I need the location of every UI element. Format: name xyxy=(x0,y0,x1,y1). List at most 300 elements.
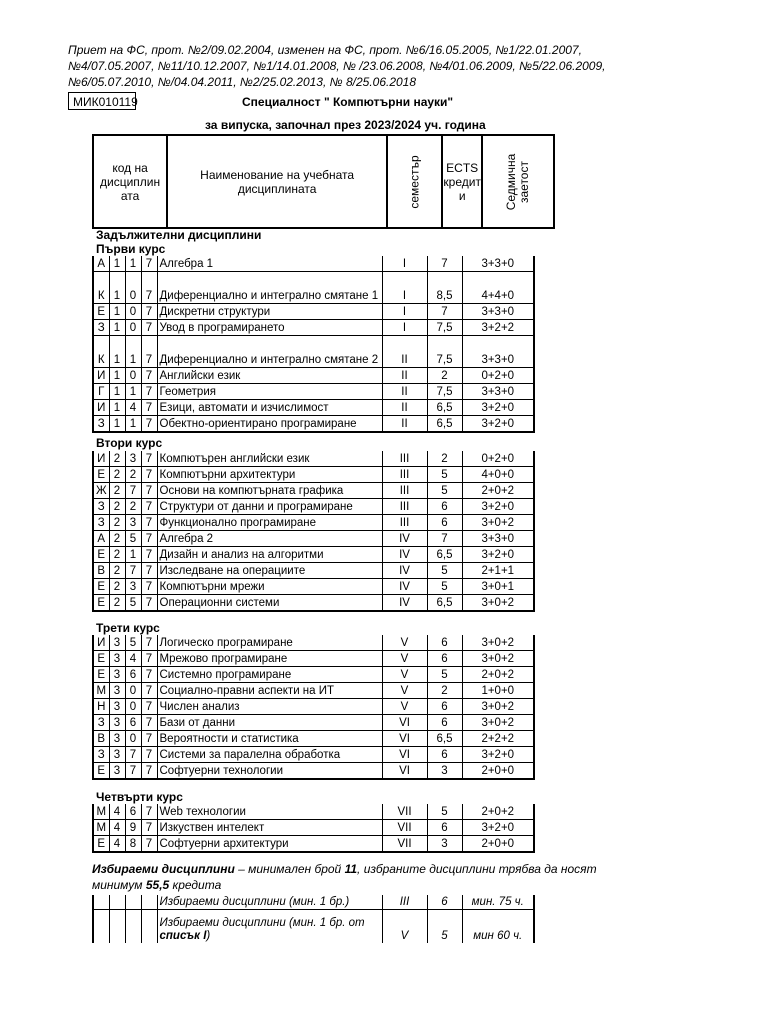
code-char: 2 xyxy=(125,467,141,483)
semester-cell: VI xyxy=(382,715,427,731)
semester-cell: III xyxy=(382,483,427,499)
code-char: Е xyxy=(93,836,109,853)
weekly-cell: 3+3+0 xyxy=(462,384,534,400)
code-char xyxy=(141,910,157,944)
code-char: 7 xyxy=(141,579,157,595)
code-char: 7 xyxy=(141,547,157,563)
code-char: 7 xyxy=(141,715,157,731)
code-char: 6 xyxy=(125,715,141,731)
header-weekly-label: Седмична заетост xyxy=(503,153,531,210)
semester-cell: V xyxy=(382,683,427,699)
table-row xyxy=(93,763,534,780)
weekly-cell: мин. 75 ч. xyxy=(462,895,534,910)
code-char: 2 xyxy=(109,483,125,499)
code-char: Е xyxy=(93,651,109,667)
ects-cell: 5 xyxy=(427,667,462,683)
course-name: Логическо програмиране xyxy=(157,635,382,651)
weekly-cell: 2+0+2 xyxy=(462,483,534,499)
semester-cell: VI xyxy=(382,731,427,747)
semester-cell: IV xyxy=(382,595,427,612)
elective-note-text-2: , избраните дисциплини трябва да носят минимум xyxy=(92,862,597,892)
elective-note-bold-3: 55,5 xyxy=(145,878,170,892)
year4-title: Четвърти курс xyxy=(96,790,183,804)
semester-cell: III xyxy=(382,467,427,483)
code-char: И xyxy=(93,368,109,384)
code-char: 7 xyxy=(141,483,157,499)
code-char: 3 xyxy=(109,635,125,651)
code-char: 2 xyxy=(109,451,125,467)
code-char: 7 xyxy=(141,467,157,483)
code-char: 7 xyxy=(141,836,157,853)
weekly-cell: 3+0+2 xyxy=(462,635,534,651)
code-char: 2 xyxy=(109,515,125,531)
table-row xyxy=(93,368,534,384)
code-char: 1 xyxy=(125,416,141,433)
code-char: Н xyxy=(93,699,109,715)
table-row xyxy=(93,635,534,651)
course-name: Изследване на операциите xyxy=(157,563,382,579)
course-name: Езици, автомати и изчислимост xyxy=(157,400,382,416)
year3-table xyxy=(92,635,535,780)
code-char: 7 xyxy=(141,763,157,780)
year1-table xyxy=(92,256,535,433)
code-char: З xyxy=(93,515,109,531)
semester-cell: I xyxy=(382,320,427,336)
year2-title: Втори курс xyxy=(96,436,163,450)
table-row xyxy=(93,256,534,272)
code-char: 0 xyxy=(125,368,141,384)
code-char: 7 xyxy=(141,531,157,547)
code-char: 1 xyxy=(125,384,141,400)
table-row xyxy=(93,731,534,747)
code-char: 7 xyxy=(125,563,141,579)
code-char: 1 xyxy=(109,336,125,368)
weekly-cell: 3+2+0 xyxy=(462,547,534,563)
course-name: Диференциално и интегрално смятане 1 xyxy=(157,272,382,304)
code-char: 7 xyxy=(141,699,157,715)
code-char: 6 xyxy=(125,804,141,820)
code-char xyxy=(109,910,125,944)
code-char: 7 xyxy=(141,451,157,467)
code-char: 1 xyxy=(109,416,125,433)
code-char: 4 xyxy=(109,836,125,853)
weekly-cell: 3+0+1 xyxy=(462,579,534,595)
code-char: 3 xyxy=(109,699,125,715)
table-row xyxy=(93,895,534,910)
weekly-cell: 3+0+2 xyxy=(462,515,534,531)
code-char: К xyxy=(93,272,109,304)
course-name: Основи на компютърната графика xyxy=(157,483,382,499)
code-char: 3 xyxy=(109,747,125,763)
code-char: 7 xyxy=(141,256,157,272)
code-char: В xyxy=(93,563,109,579)
weekly-cell: 3+0+2 xyxy=(462,595,534,612)
table-row xyxy=(93,836,534,853)
code-char: М xyxy=(93,683,109,699)
header-semester-label: семестър xyxy=(407,154,422,209)
elective-note-bold-1: Избираеми дисциплини xyxy=(92,862,235,876)
ects-cell: 6 xyxy=(427,699,462,715)
code-char: 1 xyxy=(125,256,141,272)
code-char: 7 xyxy=(141,820,157,836)
code-char: В xyxy=(93,731,109,747)
code-char: 7 xyxy=(141,400,157,416)
code-char: 0 xyxy=(125,699,141,715)
semester-cell: I xyxy=(382,256,427,272)
weekly-cell: 3+2+2 xyxy=(462,320,534,336)
table-row xyxy=(93,579,534,595)
semester-cell: IV xyxy=(382,563,427,579)
ects-cell: 6 xyxy=(427,715,462,731)
code-char: 7 xyxy=(141,320,157,336)
code-char xyxy=(125,910,141,944)
table-row xyxy=(93,651,534,667)
ects-cell: 7 xyxy=(427,256,462,272)
code-char: 7 xyxy=(141,384,157,400)
elective-note-bold-2: 11 xyxy=(344,862,358,876)
code-char: К xyxy=(93,336,109,368)
weekly-cell: 3+2+0 xyxy=(462,499,534,515)
code-char: З xyxy=(93,320,109,336)
course-name: Системи за паралелна обработка xyxy=(157,747,382,763)
code-char: 1 xyxy=(109,272,125,304)
ects-cell: 6 xyxy=(427,651,462,667)
weekly-cell: 3+2+0 xyxy=(462,416,534,433)
code-char: 2 xyxy=(109,595,125,612)
course-name: Обектно-ориентирано програмиране xyxy=(157,416,382,433)
year3-title: Трети курс xyxy=(96,621,160,635)
ects-cell: 6 xyxy=(427,747,462,763)
ects-cell: 6 xyxy=(427,515,462,531)
code-char: А xyxy=(93,531,109,547)
elective-name-text: Избираеми дисциплини (мин. 1 бр.) xyxy=(159,896,350,908)
course-name: Структури от данни и програмиране xyxy=(157,499,382,515)
semester-cell: III xyxy=(382,451,427,467)
weekly-cell: 2+1+1 xyxy=(462,563,534,579)
code-char: 2 xyxy=(109,547,125,563)
semester-cell: II xyxy=(382,368,427,384)
ects-cell: 5 xyxy=(427,467,462,483)
code-char: 1 xyxy=(109,256,125,272)
code-char: З xyxy=(93,416,109,433)
code-char: 7 xyxy=(141,336,157,368)
code-char: 1 xyxy=(125,336,141,368)
table-row xyxy=(93,483,534,499)
ects-cell: 6 xyxy=(427,820,462,836)
code-char: 2 xyxy=(125,499,141,515)
code-char: 0 xyxy=(125,683,141,699)
code-char: 7 xyxy=(125,747,141,763)
year4-table xyxy=(92,804,535,853)
ects-cell: 7,5 xyxy=(427,320,462,336)
code-char: З xyxy=(93,499,109,515)
course-name: Геометрия xyxy=(157,384,382,400)
code-char: 1 xyxy=(109,304,125,320)
semester-cell: V xyxy=(382,635,427,651)
elective-name-tail: ) xyxy=(206,930,211,942)
table-row xyxy=(93,910,534,944)
weekly-cell: 3+3+0 xyxy=(462,256,534,272)
code-char: М xyxy=(93,820,109,836)
code-char: 7 xyxy=(141,416,157,433)
code-char: 3 xyxy=(109,651,125,667)
elective-list-name: списък I xyxy=(159,930,207,942)
code-char: Е xyxy=(93,547,109,563)
semester-cell: V xyxy=(382,651,427,667)
table-row xyxy=(93,667,534,683)
code-char: Е xyxy=(93,763,109,780)
specialty-title: Специалност " Компютърни науки" xyxy=(242,95,454,109)
code-char: 7 xyxy=(141,804,157,820)
semester-cell: II xyxy=(382,416,427,433)
code-char: 7 xyxy=(141,304,157,320)
weekly-cell: мин 60 ч. xyxy=(462,910,534,944)
code-char: 7 xyxy=(141,563,157,579)
code-char: М xyxy=(93,804,109,820)
header-code: код на дисциплин ата xyxy=(93,135,167,228)
weekly-cell: 3+3+0 xyxy=(462,336,534,368)
table-row xyxy=(93,336,534,368)
code-char: 7 xyxy=(141,731,157,747)
code-char: 5 xyxy=(125,635,141,651)
ects-cell: 3 xyxy=(427,836,462,853)
course-name: Алгебра 1 xyxy=(157,256,382,272)
course-name: Дизайн и анализ на алгоритми xyxy=(157,547,382,563)
weekly-cell: 2+2+2 xyxy=(462,731,534,747)
mandatory-title: Задължителни дисциплини xyxy=(96,228,262,242)
ects-cell: 5 xyxy=(427,579,462,595)
ects-cell: 8,5 xyxy=(427,272,462,304)
ects-cell: 7,5 xyxy=(427,336,462,368)
code-char: И xyxy=(93,451,109,467)
course-name: Бази от данни xyxy=(157,715,382,731)
ects-cell: 7,5 xyxy=(427,384,462,400)
course-name: Английски език xyxy=(157,368,382,384)
ects-cell: 5 xyxy=(427,483,462,499)
code-char: 3 xyxy=(125,451,141,467)
table-row xyxy=(93,747,534,763)
table-row xyxy=(93,384,534,400)
weekly-cell: 3+3+0 xyxy=(462,304,534,320)
code-char xyxy=(109,895,125,910)
code-char: 2 xyxy=(109,467,125,483)
semester-cell: IV xyxy=(382,531,427,547)
weekly-cell: 1+0+0 xyxy=(462,683,534,699)
table-row xyxy=(93,320,534,336)
weekly-cell: 2+0+0 xyxy=(462,763,534,780)
semester-cell: VII xyxy=(382,836,427,853)
code-char: И xyxy=(93,635,109,651)
code-char: 6 xyxy=(125,667,141,683)
ects-cell: 2 xyxy=(427,451,462,467)
code-char: 0 xyxy=(125,304,141,320)
course-name: Мрежово програмиране xyxy=(157,651,382,667)
code-char: 7 xyxy=(125,763,141,780)
weekly-cell: 0+2+0 xyxy=(462,451,534,467)
weekly-cell: 2+0+2 xyxy=(462,667,534,683)
code-char: Г xyxy=(93,384,109,400)
weekly-cell: 2+0+2 xyxy=(462,804,534,820)
table-row xyxy=(93,499,534,515)
ects-cell: 2 xyxy=(427,683,462,699)
table-row xyxy=(93,804,534,820)
ects-cell: 7 xyxy=(427,304,462,320)
course-name: Диференциално и интегрално смятане 2 xyxy=(157,336,382,368)
code-char: 0 xyxy=(125,731,141,747)
code-char: 7 xyxy=(141,368,157,384)
table-row xyxy=(93,683,534,699)
header-semester xyxy=(387,135,442,228)
code-char xyxy=(141,895,157,910)
table-row xyxy=(93,820,534,836)
year2-table xyxy=(92,451,535,612)
weekly-cell: 3+0+2 xyxy=(462,651,534,667)
semester-cell: I xyxy=(382,272,427,304)
code-char: 3 xyxy=(109,731,125,747)
code-char: Е xyxy=(93,304,109,320)
elective-name-text: Избираеми дисциплини (мин. 1 бр. от xyxy=(159,917,365,929)
approval-note: Приет на ФС, прот. №2/09.02.2004, изменен на ФС, прот. №6/16.05.2005, №1/22.01.2007, №4/07.05.2007, №11/10.12.2007, №1/14.01.2008, № /23.06.2008, №4/01.06.2009, №5/22.06.2009, №6/05.07.2010, №/04.04.2011, №2/25.02.2013, № 8/25.06.2018 xyxy=(68,43,606,89)
course-name: Компютърни архитектури xyxy=(157,467,382,483)
table-row xyxy=(93,451,534,467)
code-char: 4 xyxy=(125,400,141,416)
table-row xyxy=(93,416,534,433)
table-row xyxy=(93,563,534,579)
semester-cell: I xyxy=(382,304,427,320)
ects-cell: 2 xyxy=(427,368,462,384)
ects-cell: 7 xyxy=(427,531,462,547)
course-name: Софтуерни технологии xyxy=(157,763,382,780)
ects-cell: 5 xyxy=(427,804,462,820)
semester-cell: V xyxy=(382,667,427,683)
code-char: 1 xyxy=(109,368,125,384)
cohort-subtitle: за випуска, започнал през 2023/2024 уч. година xyxy=(205,118,486,132)
document-code: МИК010119 xyxy=(68,92,136,110)
code-char: Е xyxy=(93,667,109,683)
course-name: Компютърен английски език xyxy=(157,451,382,467)
table-row xyxy=(93,467,534,483)
course-name: Софтуерни архитектури xyxy=(157,836,382,853)
code-char: 3 xyxy=(125,579,141,595)
table-row xyxy=(93,699,534,715)
code-char: Е xyxy=(93,595,109,612)
semester-cell: VII xyxy=(382,820,427,836)
code-char: 7 xyxy=(141,747,157,763)
code-char: З xyxy=(93,715,109,731)
semester-cell: VII xyxy=(382,804,427,820)
semester-cell: II xyxy=(382,336,427,368)
weekly-cell: 2+0+0 xyxy=(462,836,534,853)
ects-cell: 6,5 xyxy=(427,731,462,747)
course-name: Функционално програмиране xyxy=(157,515,382,531)
code-char: 4 xyxy=(109,820,125,836)
ects-cell: 6,5 xyxy=(427,547,462,563)
code-char: 2 xyxy=(109,499,125,515)
semester-cell: VI xyxy=(382,763,427,780)
code-char: 2 xyxy=(109,579,125,595)
elective-name xyxy=(157,895,382,910)
code-char: 7 xyxy=(141,651,157,667)
code-char: И xyxy=(93,400,109,416)
code-char: 7 xyxy=(141,683,157,699)
code-char: З xyxy=(93,747,109,763)
code-char: 7 xyxy=(141,272,157,304)
elective-note-text-3: кредита xyxy=(169,878,222,892)
table-row xyxy=(93,272,534,304)
column-header-table xyxy=(92,134,555,229)
code-char: Е xyxy=(93,467,109,483)
code-char: 2 xyxy=(109,531,125,547)
elective-note xyxy=(92,861,632,893)
code-char: 7 xyxy=(141,595,157,612)
weekly-cell: 4+4+0 xyxy=(462,272,534,304)
code-char xyxy=(93,895,109,910)
ects-cell: 5 xyxy=(427,910,462,944)
code-char: 7 xyxy=(141,499,157,515)
code-char: 4 xyxy=(125,651,141,667)
semester-cell: II xyxy=(382,384,427,400)
header-name: Наименование на учебната дисциплината xyxy=(167,135,387,228)
code-char: 2 xyxy=(109,563,125,579)
table-row xyxy=(93,531,534,547)
ects-cell: 6 xyxy=(427,499,462,515)
weekly-cell: 3+2+0 xyxy=(462,400,534,416)
course-name: Изкуствен интелект xyxy=(157,820,382,836)
weekly-cell: 3+2+0 xyxy=(462,820,534,836)
semester-cell: V xyxy=(382,699,427,715)
ects-cell: 6 xyxy=(427,895,462,910)
code-char: 3 xyxy=(109,683,125,699)
code-char: 7 xyxy=(141,667,157,683)
table-row xyxy=(93,515,534,531)
weekly-cell: 0+2+0 xyxy=(462,368,534,384)
code-char: 5 xyxy=(125,531,141,547)
table-row xyxy=(93,595,534,612)
code-char xyxy=(125,895,141,910)
code-char xyxy=(93,910,109,944)
course-name: Числен анализ xyxy=(157,699,382,715)
code-char: 0 xyxy=(125,272,141,304)
semester-cell: IV xyxy=(382,579,427,595)
table-row xyxy=(93,304,534,320)
ects-cell: 6 xyxy=(427,635,462,651)
ects-cell: 3 xyxy=(427,763,462,780)
semester-cell: V xyxy=(382,910,427,944)
code-char: 3 xyxy=(109,667,125,683)
year1-title: Първи курс xyxy=(96,242,166,256)
code-char: 3 xyxy=(109,715,125,731)
weekly-cell: 3+0+2 xyxy=(462,699,534,715)
ects-cell: 6,5 xyxy=(427,416,462,433)
semester-cell: III xyxy=(382,499,427,515)
course-name: Дискретни структури xyxy=(157,304,382,320)
code-char: 1 xyxy=(109,400,125,416)
code-char: 3 xyxy=(125,515,141,531)
code-char: 1 xyxy=(125,547,141,563)
course-name: Операционни системи xyxy=(157,595,382,612)
weekly-cell: 3+2+0 xyxy=(462,747,534,763)
elective-note-text-1: – минимален брой xyxy=(234,862,345,876)
table-row xyxy=(93,715,534,731)
code-char: 3 xyxy=(109,763,125,780)
weekly-cell: 4+0+0 xyxy=(462,467,534,483)
elective-name xyxy=(157,910,382,944)
table-row xyxy=(93,400,534,416)
header-ects: ECTS кредит и xyxy=(442,135,482,228)
course-name: Web технологии xyxy=(157,804,382,820)
code-char: 8 xyxy=(125,836,141,853)
electives-table xyxy=(92,895,535,943)
